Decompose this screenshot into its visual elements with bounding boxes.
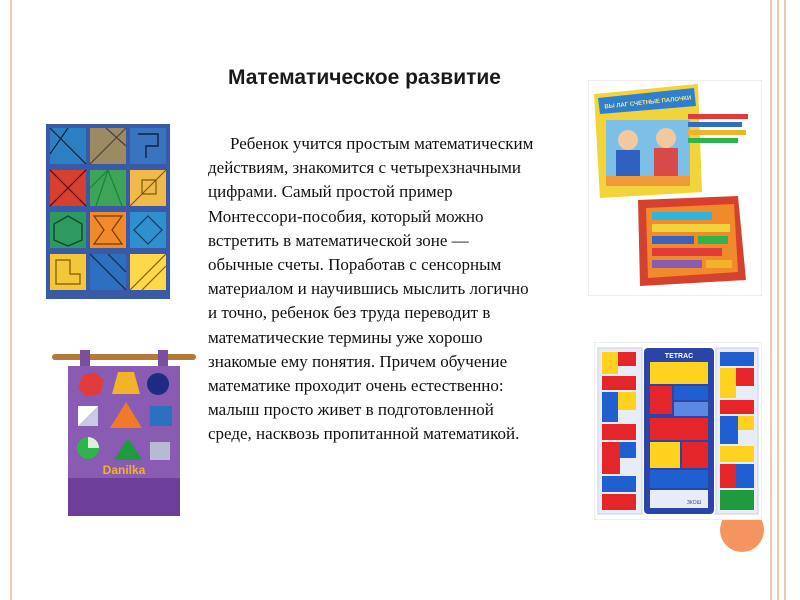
tetris-label: TETRAC xyxy=(664,353,694,360)
body-line: Ребенок учится простым математическим xyxy=(230,134,534,153)
body-line: и точно, ребенок без труда переводит в xyxy=(208,303,491,323)
tetris-brand: ЗКОШ xyxy=(686,500,702,506)
body-line: встретить в математической зоне — xyxy=(208,230,469,250)
body-line: материалом и научившись мыслить логично xyxy=(208,279,529,299)
body-line: малыш просто живет в подготовленной xyxy=(208,400,494,420)
body-line: знакомые ему понятия. Причем обучение xyxy=(208,351,508,371)
slide-title: Математическое развитие xyxy=(228,66,501,89)
body-line: обычные счеты. Поработав с сенсорным xyxy=(208,255,502,275)
slide-body-text xyxy=(208,132,588,447)
shapes-board-image xyxy=(46,124,170,299)
body-line: действиям, знакомится с четырехзначными xyxy=(208,158,521,178)
box-banner: ВЫ ЛАГ СЧЕТНЫЕ ПАЛОЧКИ xyxy=(604,95,692,111)
frame-line-left xyxy=(10,0,12,600)
body-line: математические термины уже хорошо xyxy=(208,327,483,347)
body-line: математике проходит очень естественно: xyxy=(208,376,504,396)
tetris-puzzle-image xyxy=(594,342,762,520)
counting-sticks-box-image xyxy=(588,80,762,296)
felt-hanger-image xyxy=(50,348,198,518)
frame-line-right-3 xyxy=(784,0,786,600)
body-line: цифрами. Самый простой пример xyxy=(208,182,453,202)
frame-line-right-2 xyxy=(777,0,779,600)
felt-label: Danilka xyxy=(102,463,146,477)
body-line: среде, насквозь пропитанной математикой. xyxy=(208,424,520,444)
body-line: Монтессори-пособия, который можно xyxy=(208,206,484,226)
frame-line-right-1 xyxy=(770,0,772,600)
